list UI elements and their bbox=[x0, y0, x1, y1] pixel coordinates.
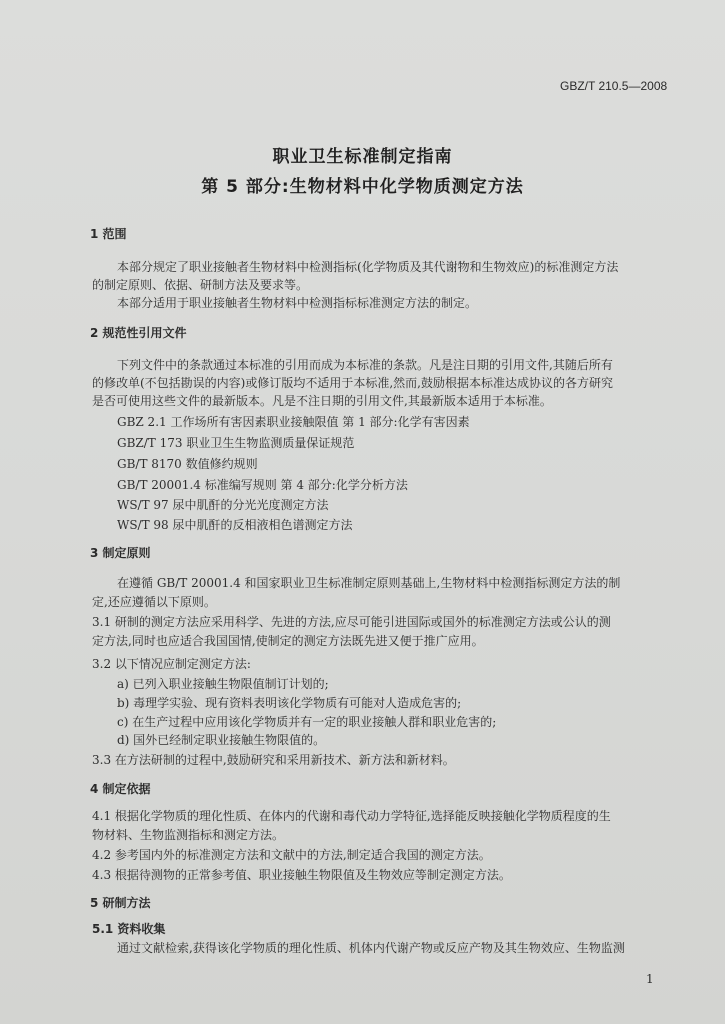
paragraph-line: 通过文献检索,获得该化学物质的理化性质、机体内代谢产物或反应产物及其生物效应、生物监测 bbox=[117, 941, 625, 955]
reference-item: GB/T 20001.4 标准编写规则 第 4 部分:化学分析方法 bbox=[117, 478, 408, 492]
clause-line: 物材料、生物监测指标和测定方法。 bbox=[92, 828, 285, 842]
paragraph-line: 的修改单(不包括勘误的内容)或修订版均不适用于本标准,然而,鼓励根据本标准达成协议的各方研究 bbox=[92, 376, 613, 390]
reference-item: WS/T 98 尿中肌酐的反相液相色谱测定方法 bbox=[117, 518, 353, 532]
paragraph-line: 在遵循 GB/T 20001.4 和国家职业卫生标准制定原则基础上,生物材料中检测指标测定方法的制 bbox=[117, 576, 621, 590]
clause-line: 4.1 根据化学物质的理化性质、在体内的代谢和毒代动力学特征,选择能反映接触化学物质程度的生 bbox=[92, 809, 611, 823]
clause-line: 3.1 研制的测定方法应采用科学、先进的方法,应尽可能引进国际或国外的标准测定方法或公认的测 bbox=[92, 615, 611, 629]
section-heading: 2 规范性引用文件 bbox=[90, 326, 187, 340]
paragraph-line: 本部分规定了职业接触者生物材料中检测指标(化学物质及其代谢物和生物效应)的标准测定方法 bbox=[117, 260, 619, 274]
reference-item: GB/T 8170 数值修约规则 bbox=[117, 457, 258, 471]
paragraph-line: 定,还应遵循以下原则。 bbox=[92, 595, 216, 609]
subsection-heading: 5.1 资料收集 bbox=[92, 922, 166, 936]
document-subtitle: 第 5 部分:生物材料中化学物质测定方法 bbox=[201, 177, 524, 197]
reference-item: GBZ/T 173 职业卫生生物监测质量保证规范 bbox=[117, 436, 355, 450]
document-title: 职业卫生标准制定指南 bbox=[272, 147, 453, 167]
list-item: c) 在生产过程中应用该化学物质并有一定的职业接触人群和职业危害的; bbox=[117, 715, 497, 729]
reference-item: GBZ 2.1 工作场所有害因素职业接触限值 第 1 部分:化学有害因素 bbox=[117, 415, 470, 429]
standard-code: GBZ/T 210.5—2008 bbox=[560, 79, 668, 93]
section-heading: 5 研制方法 bbox=[90, 896, 151, 910]
paragraph-line: 的制定原则、依据、研制方法及要求等。 bbox=[92, 278, 309, 292]
list-item: d) 国外已经制定职业接触生物限值的。 bbox=[117, 733, 326, 747]
clause-line: 定方法,同时也应适合我国国情,使制定的测定方法既先进又便于推广应用。 bbox=[92, 634, 484, 648]
paragraph-line: 下列文件中的条款通过本标准的引用而成为本标准的条款。凡是注日期的引用文件,其随后所有 bbox=[117, 358, 613, 372]
page-number: 1 bbox=[646, 972, 654, 986]
clause-line: 3.2 以下情况应制定测定方法: bbox=[92, 657, 251, 671]
section-heading: 3 制定原则 bbox=[90, 546, 151, 560]
list-item: a) 已列入职业接触生物限值制订计划的; bbox=[117, 677, 329, 691]
reference-item: WS/T 97 尿中肌酐的分光光度测定方法 bbox=[117, 498, 329, 512]
section-heading: 1 范围 bbox=[90, 227, 127, 241]
paragraph-line: 是否可使用这些文件的最新版本。凡是不注日期的引用文件,其最新版本适用于本标准。 bbox=[92, 394, 552, 408]
clause-line: 4.2 参考国内外的标准测定方法和文献中的方法,制定适合我国的测定方法。 bbox=[92, 848, 491, 862]
section-heading: 4 制定依据 bbox=[90, 782, 151, 796]
clause-line: 4.3 根据待测物的正常参考值、职业接触生物限值及生物效应等制定测定方法。 bbox=[92, 868, 511, 882]
clause-line: 3.3 在方法研制的过程中,鼓励研究和采用新技术、新方法和新材料。 bbox=[92, 753, 455, 767]
list-item: b) 毒理学实验、现有资料表明该化学物质有可能对人造成危害的; bbox=[117, 696, 462, 710]
paragraph-line: 本部分适用于职业接触者生物材料中检测指标标准测定方法的制定。 bbox=[117, 296, 478, 310]
